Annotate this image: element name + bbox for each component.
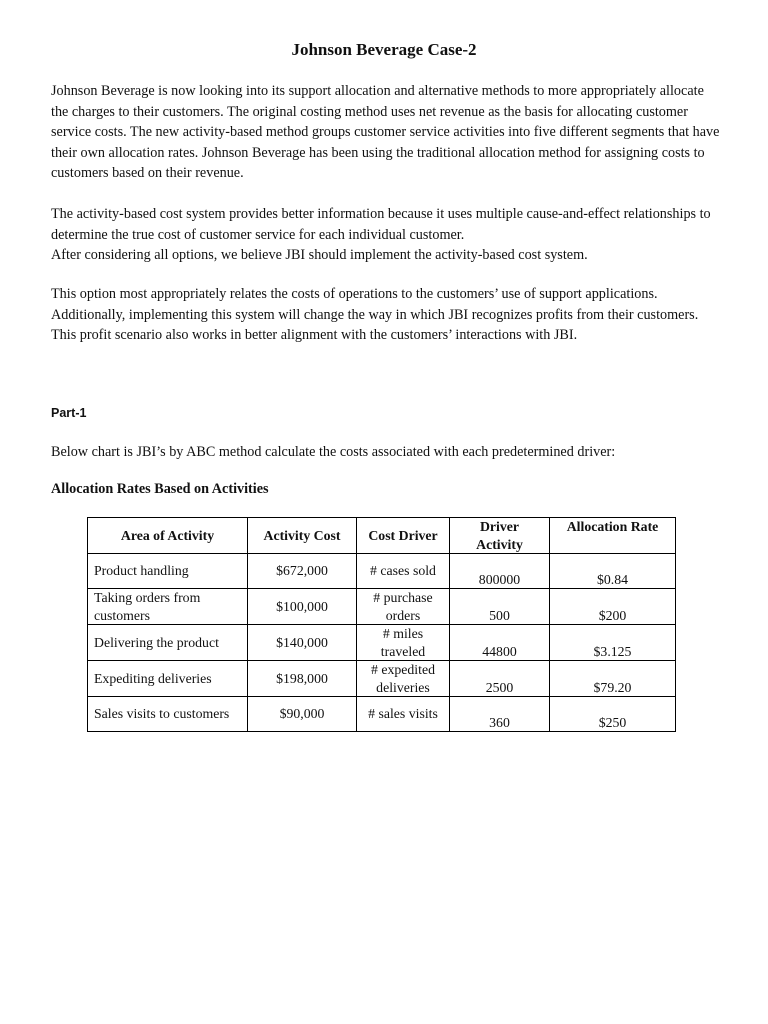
cell-driver: # miles traveled bbox=[357, 625, 450, 661]
cell-cost: $100,000 bbox=[248, 589, 357, 625]
header-cost-driver: Cost Driver bbox=[357, 518, 450, 554]
cell-allocation-rate: $3.125 bbox=[550, 625, 676, 661]
chart-intro-text: Below chart is JBI’s by ABC method calculate the costs associated with each predetermined driver: bbox=[51, 444, 616, 460]
header-allocation-rate: Allocation Rate bbox=[550, 518, 676, 554]
header-area-of-activity: Area of Activity bbox=[88, 518, 248, 554]
cell-cost: $140,000 bbox=[248, 625, 357, 661]
cell-cost: $90,000 bbox=[248, 697, 357, 732]
part-label: Part-1 bbox=[51, 406, 87, 420]
cell-area: Expediting deliveries bbox=[88, 661, 248, 697]
cell-driver-activity: 800000 bbox=[450, 554, 550, 589]
cell-driver-activity: 500 bbox=[450, 589, 550, 625]
table-row bbox=[88, 589, 676, 625]
table-header-row bbox=[88, 518, 676, 554]
cell-area: Product handling bbox=[88, 554, 248, 589]
cell-driver-activity: 44800 bbox=[450, 625, 550, 661]
cell-driver: # purchase orders bbox=[357, 589, 450, 625]
cell-cost: $198,000 bbox=[248, 661, 357, 697]
cell-driver-activity: 360 bbox=[450, 697, 550, 732]
table-row bbox=[88, 554, 676, 589]
recommendation-paragraph: After considering all options, we believe JBI should implement the activity-based cost system. bbox=[51, 247, 588, 263]
allocation-rates-table bbox=[87, 517, 676, 732]
cell-allocation-rate: $200 bbox=[550, 589, 676, 625]
cell-allocation-rate: $0.84 bbox=[550, 554, 676, 589]
cell-cost: $672,000 bbox=[248, 554, 357, 589]
header-driver-activity: Driver Activity bbox=[450, 518, 550, 554]
table-row bbox=[88, 661, 676, 697]
cell-area: Taking orders from customers bbox=[88, 589, 248, 625]
cell-driver-activity: 2500 bbox=[450, 661, 550, 697]
cell-driver: # cases sold bbox=[357, 554, 450, 589]
cell-driver: # expedited deliveries bbox=[357, 661, 450, 697]
conclusion-paragraph: This option most appropriately relates the costs of operations to the customers’ use of support applications. Additionally, implementing this system will change the way in which JBI recognizes profits from their customers. This profit scenario also works in better alignment with the customers’ interactions with JBI. bbox=[51, 286, 699, 343]
intro-paragraph: Johnson Beverage is now looking into its support allocation and alternative methods to more appropriately allocate the charges to their customers. The original costing method uses net revenue as the basis for allocating customer service costs. The new activity-based method groups customer service activities into five different segments that have their own allocation rates. Johnson Beverage has been using the traditional allocation method for assigning costs to customers based on their revenue. bbox=[51, 83, 720, 181]
abc-benefit-paragraph: The activity-based cost system provides better information because it uses multiple cause-and-effect relationships to determine the true cost of customer service for each individual customer. bbox=[51, 206, 711, 243]
cell-area: Sales visits to customers bbox=[88, 697, 248, 732]
cell-driver: # sales visits bbox=[357, 697, 450, 732]
table-row bbox=[88, 697, 676, 732]
cell-area: Delivering the product bbox=[88, 625, 248, 661]
cell-allocation-rate: $79.20 bbox=[550, 661, 676, 697]
table-caption: Allocation Rates Based on Activities bbox=[51, 481, 269, 497]
table-row bbox=[88, 625, 676, 661]
cell-allocation-rate: $250 bbox=[550, 697, 676, 732]
page-title: Johnson Beverage Case-2 bbox=[291, 40, 477, 59]
header-activity-cost: Activity Cost bbox=[248, 518, 357, 554]
